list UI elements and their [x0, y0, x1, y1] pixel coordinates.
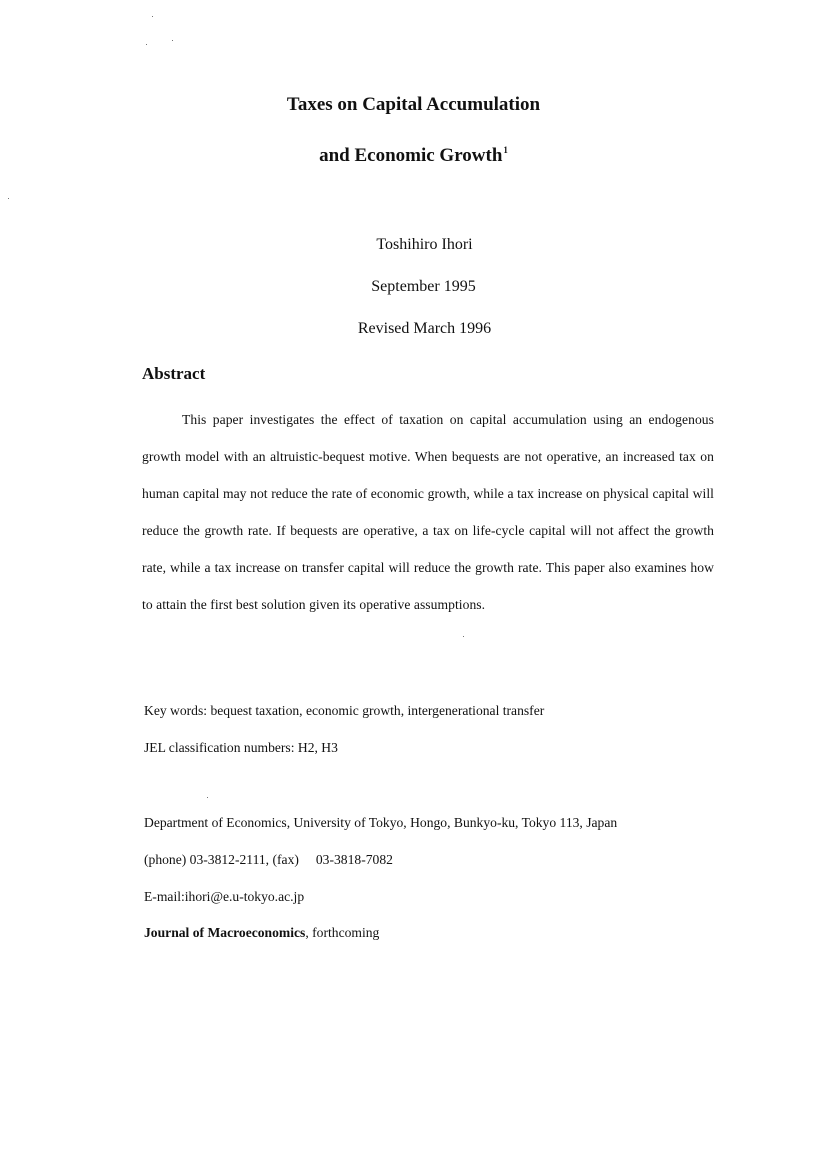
paper-date: September 1995: [371, 278, 476, 295]
phone-fax-line: [144, 852, 393, 868]
scan-speck: [172, 40, 173, 41]
title-text: Taxes on Capital Accumulation: [286, 94, 541, 115]
paper-title-line-1: [0, 94, 827, 116]
journal-line: [144, 925, 379, 941]
scan-speck: [152, 16, 153, 17]
email-line: E-mail:ihori@e.u-tokyo.ac.jp: [144, 889, 305, 904]
revised-date: Revised March 1996: [357, 320, 492, 337]
scan-speck: [146, 44, 147, 45]
scan-speck: [207, 797, 208, 798]
scan-speck: [463, 636, 464, 637]
scan-speck: [8, 198, 9, 199]
affiliation-line: Department of Economics, University of Tokyo, Hongo, Bunkyo-ku, Tokyo 113, Japan: [144, 815, 618, 830]
phone-fax-text: (phone) 03-3812-2111, (fax) 03-3818-7082: [144, 852, 393, 867]
journal-name: Journal of Macroeconomics: [144, 925, 306, 940]
jel-classification-line: JEL classification numbers: H2, H3: [144, 740, 338, 755]
title-text: and Economic Growth: [319, 145, 503, 166]
keywords-line: Key words: bequest taxation, economic growth, intergenerational transfer: [144, 703, 545, 718]
abstract-heading: Abstract: [142, 364, 206, 383]
paper-title-line-2: [0, 145, 827, 167]
abstract-body: This paper investigates the effect of taxation on capital accumulation using an endogenous growth model with an altruistic-bequest motive. When bequests are not operative, an increased tax on human capital may not reduce the rate of economic growth, while a tax increase on physical capital will reduce the growth rate. If bequests are operative, a tax on life-cycle capital will not affect the growth rate, while a tax increase on transfer capital will reduce the growth rate. This paper also examines how to attain the first best solution given its operative assumptions.: [142, 412, 714, 612]
title-footnote-marker: 1: [503, 145, 508, 155]
journal-status: , forthcoming: [305, 925, 380, 940]
author-name: Toshihiro Ihori: [376, 236, 473, 253]
